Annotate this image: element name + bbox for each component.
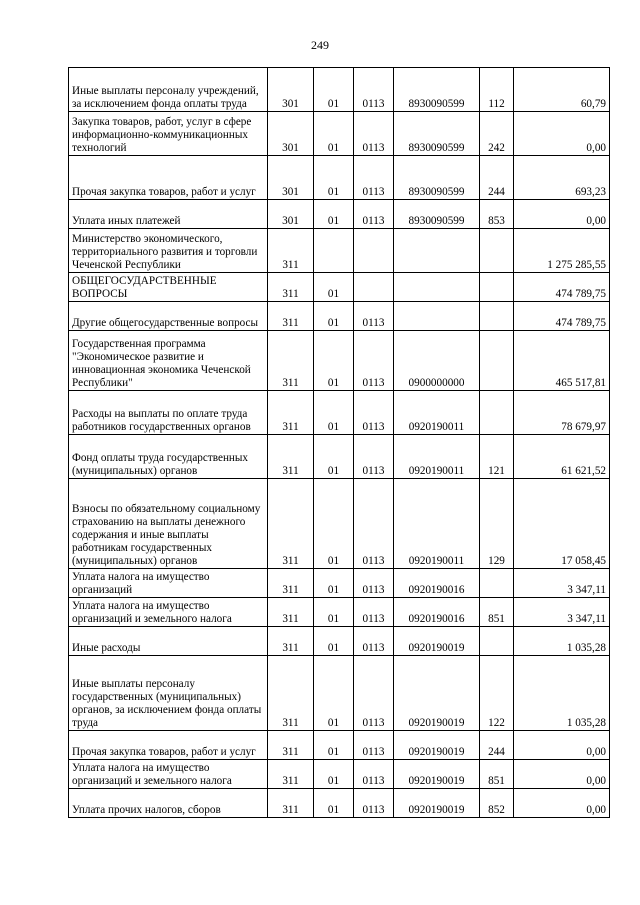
row-csr xyxy=(394,302,480,331)
table-row xyxy=(69,789,610,818)
row-vr xyxy=(480,229,514,273)
row-vr: 244 xyxy=(480,731,514,760)
row-csr xyxy=(394,229,480,273)
row-amount: 3 347,11 xyxy=(514,569,610,598)
row-ved: 311 xyxy=(268,302,314,331)
row-amount: 17 058,45 xyxy=(514,479,610,569)
row-name: ОБЩЕГОСУДАРСТВЕННЫЕ ВОПРОСЫ xyxy=(69,273,268,302)
row-amount: 60,79 xyxy=(514,68,610,112)
budget-table xyxy=(68,67,610,818)
row-name: Закупка товаров, работ, услуг в сфере информационно-коммуникационных технологий xyxy=(69,112,268,156)
row-pr: 0113 xyxy=(354,156,394,200)
row-vr: 121 xyxy=(480,435,514,479)
row-pr xyxy=(354,273,394,302)
row-rz: 01 xyxy=(314,598,354,627)
row-name: Уплата налога на имущество организаций и земельного налога xyxy=(69,760,268,789)
row-csr xyxy=(394,273,480,302)
row-vr: 244 xyxy=(480,156,514,200)
row-csr: 0920190019 xyxy=(394,656,480,731)
table-row xyxy=(69,229,610,273)
row-rz: 01 xyxy=(314,156,354,200)
row-pr: 0113 xyxy=(354,598,394,627)
table-row xyxy=(69,156,610,200)
row-amount: 0,00 xyxy=(514,789,610,818)
row-rz: 01 xyxy=(314,302,354,331)
row-amount: 693,23 xyxy=(514,156,610,200)
row-pr: 0113 xyxy=(354,627,394,656)
table-row xyxy=(69,627,610,656)
row-vr: 129 xyxy=(480,479,514,569)
row-ved: 311 xyxy=(268,229,314,273)
row-ved: 311 xyxy=(268,391,314,435)
row-rz: 01 xyxy=(314,112,354,156)
row-name: Министерство экономического, территориального развития и торговли Чеченской Республики xyxy=(69,229,268,273)
table-row xyxy=(69,68,610,112)
row-pr: 0113 xyxy=(354,656,394,731)
table-row xyxy=(69,331,610,391)
row-name: Расходы на выплаты по оплате труда работников государственных органов xyxy=(69,391,268,435)
row-name: Иные выплаты персоналу государственных (муниципальных) органов, за исключением фонда оплаты труда xyxy=(69,656,268,731)
row-rz: 01 xyxy=(314,569,354,598)
row-vr xyxy=(480,627,514,656)
row-ved: 311 xyxy=(268,656,314,731)
table-row xyxy=(69,656,610,731)
row-csr: 8930090599 xyxy=(394,68,480,112)
table-row xyxy=(69,391,610,435)
row-csr: 0920190019 xyxy=(394,789,480,818)
row-pr: 0113 xyxy=(354,569,394,598)
row-ved: 311 xyxy=(268,435,314,479)
row-name: Другие общегосударственные вопросы xyxy=(69,302,268,331)
row-ved: 311 xyxy=(268,273,314,302)
row-rz: 01 xyxy=(314,200,354,229)
row-ved: 311 xyxy=(268,627,314,656)
row-csr: 0920190011 xyxy=(394,435,480,479)
row-name: Уплата налога на имущество организаций и земельного налога xyxy=(69,598,268,627)
row-rz: 01 xyxy=(314,731,354,760)
row-name: Фонд оплаты труда государственных (муниципальных) органов xyxy=(69,435,268,479)
table-row xyxy=(69,200,610,229)
row-name: Уплата налога на имущество организаций xyxy=(69,569,268,598)
row-rz: 01 xyxy=(314,273,354,302)
table-row xyxy=(69,760,610,789)
row-rz: 01 xyxy=(314,479,354,569)
row-name: Государственная программа "Экономическое развитие и инновационная экономика Чеченской Республики" xyxy=(69,331,268,391)
row-vr: 852 xyxy=(480,789,514,818)
row-pr: 0113 xyxy=(354,112,394,156)
row-pr: 0113 xyxy=(354,479,394,569)
row-pr: 0113 xyxy=(354,760,394,789)
row-vr: 122 xyxy=(480,656,514,731)
row-amount: 0,00 xyxy=(514,760,610,789)
row-name: Прочая закупка товаров, работ и услуг xyxy=(69,156,268,200)
row-vr: 851 xyxy=(480,598,514,627)
table-row xyxy=(69,273,610,302)
row-rz: 01 xyxy=(314,627,354,656)
row-name: Взносы по обязательному социальному страхованию на выплаты денежного содержания и иные выплаты работникам государственных (муниципальных) органов xyxy=(69,479,268,569)
row-name: Иные расходы xyxy=(69,627,268,656)
row-name: Иные выплаты персоналу учреждений, за исключением фонда оплаты труда xyxy=(69,68,268,112)
row-pr: 0113 xyxy=(354,435,394,479)
table-row xyxy=(69,731,610,760)
row-ved: 311 xyxy=(268,731,314,760)
row-csr: 0920190019 xyxy=(394,627,480,656)
row-ved: 301 xyxy=(268,156,314,200)
row-csr: 0920190019 xyxy=(394,731,480,760)
row-ved: 301 xyxy=(268,112,314,156)
row-amount: 474 789,75 xyxy=(514,273,610,302)
table-row xyxy=(69,302,610,331)
row-csr: 8930090599 xyxy=(394,200,480,229)
row-csr: 0920190019 xyxy=(394,760,480,789)
row-vr xyxy=(480,391,514,435)
row-csr: 0920190016 xyxy=(394,569,480,598)
row-ved: 311 xyxy=(268,789,314,818)
row-amount: 3 347,11 xyxy=(514,598,610,627)
row-amount: 0,00 xyxy=(514,731,610,760)
row-csr: 0920190016 xyxy=(394,598,480,627)
row-pr: 0113 xyxy=(354,731,394,760)
row-csr: 8930090599 xyxy=(394,156,480,200)
table-row xyxy=(69,435,610,479)
row-vr xyxy=(480,302,514,331)
row-pr: 0113 xyxy=(354,200,394,229)
row-vr: 112 xyxy=(480,68,514,112)
row-ved: 301 xyxy=(268,200,314,229)
row-ved: 311 xyxy=(268,569,314,598)
row-rz: 01 xyxy=(314,656,354,731)
row-rz: 01 xyxy=(314,391,354,435)
row-rz: 01 xyxy=(314,331,354,391)
row-amount: 0,00 xyxy=(514,200,610,229)
row-csr: 0900000000 xyxy=(394,331,480,391)
row-rz: 01 xyxy=(314,435,354,479)
row-amount: 465 517,81 xyxy=(514,331,610,391)
row-ved: 311 xyxy=(268,598,314,627)
row-ved: 301 xyxy=(268,68,314,112)
row-pr xyxy=(354,229,394,273)
row-vr: 853 xyxy=(480,200,514,229)
row-csr: 8930090599 xyxy=(394,112,480,156)
page-number: 249 xyxy=(311,38,329,52)
row-ved: 311 xyxy=(268,331,314,391)
row-amount: 78 679,97 xyxy=(514,391,610,435)
row-name: Уплата иных платежей xyxy=(69,200,268,229)
row-vr: 242 xyxy=(480,112,514,156)
table-row xyxy=(69,112,610,156)
row-amount: 474 789,75 xyxy=(514,302,610,331)
row-amount: 1 275 285,55 xyxy=(514,229,610,273)
row-name: Уплата прочих налогов, сборов xyxy=(69,789,268,818)
row-pr: 0113 xyxy=(354,391,394,435)
row-amount: 1 035,28 xyxy=(514,627,610,656)
row-vr xyxy=(480,569,514,598)
table-row xyxy=(69,598,610,627)
row-vr xyxy=(480,331,514,391)
row-name: Прочая закупка товаров, работ и услуг xyxy=(69,731,268,760)
row-amount: 61 621,52 xyxy=(514,435,610,479)
row-amount: 0,00 xyxy=(514,112,610,156)
table-row xyxy=(69,479,610,569)
row-ved: 311 xyxy=(268,479,314,569)
row-pr: 0113 xyxy=(354,302,394,331)
row-ved: 311 xyxy=(268,760,314,789)
row-pr: 0113 xyxy=(354,68,394,112)
row-csr: 0920190011 xyxy=(394,391,480,435)
row-vr: 851 xyxy=(480,760,514,789)
row-pr: 0113 xyxy=(354,789,394,818)
row-rz xyxy=(314,229,354,273)
row-rz: 01 xyxy=(314,68,354,112)
row-pr: 0113 xyxy=(354,331,394,391)
row-amount: 1 035,28 xyxy=(514,656,610,731)
table-row xyxy=(69,569,610,598)
row-vr xyxy=(480,273,514,302)
row-rz: 01 xyxy=(314,760,354,789)
row-rz: 01 xyxy=(314,789,354,818)
row-csr: 0920190011 xyxy=(394,479,480,569)
